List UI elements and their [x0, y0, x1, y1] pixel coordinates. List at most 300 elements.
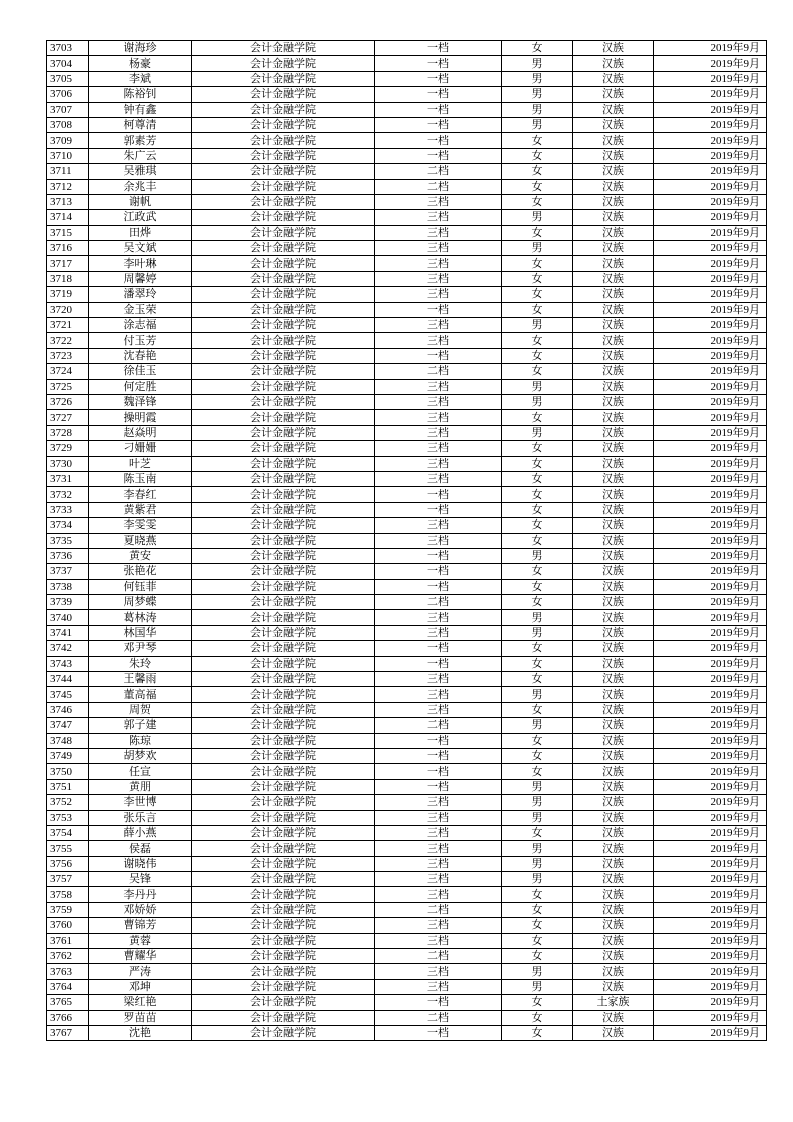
college-cell: 会计金融学院: [192, 656, 375, 671]
table-row: [47, 348, 767, 363]
gender-cell: 女: [502, 348, 573, 363]
table-row: [47, 164, 767, 179]
table-row: [47, 548, 767, 563]
grade-level-cell: 三档: [375, 425, 502, 440]
table-row: [47, 117, 767, 132]
date-cell: 2019年9月: [654, 964, 767, 979]
date-cell: 2019年9月: [654, 533, 767, 548]
serial-number-cell: 3753: [47, 810, 89, 825]
table-row: [47, 764, 767, 779]
name-cell: 董高福: [89, 687, 192, 702]
grade-level-cell: 一档: [375, 995, 502, 1010]
college-cell: 会计金融学院: [192, 856, 375, 871]
grade-level-cell: 一档: [375, 41, 502, 56]
ethnicity-cell: 汉族: [573, 733, 654, 748]
serial-number-cell: 3731: [47, 471, 89, 486]
grade-level-cell: 三档: [375, 625, 502, 640]
grade-level-cell: 三档: [375, 256, 502, 271]
table-row: [47, 779, 767, 794]
name-cell: 徐佳玉: [89, 364, 192, 379]
serial-number-cell: 3703: [47, 41, 89, 56]
college-cell: 会计金融学院: [192, 533, 375, 548]
gender-cell: 男: [502, 241, 573, 256]
gender-cell: 男: [502, 625, 573, 640]
date-cell: 2019年9月: [654, 887, 767, 902]
table-row: [47, 318, 767, 333]
ethnicity-cell: 汉族: [573, 471, 654, 486]
roster-table-body: [47, 41, 767, 1041]
serial-number-cell: 3756: [47, 856, 89, 871]
table-row: [47, 287, 767, 302]
gender-cell: 女: [502, 148, 573, 163]
date-cell: 2019年9月: [654, 656, 767, 671]
serial-number-cell: 3711: [47, 164, 89, 179]
gender-cell: 男: [502, 318, 573, 333]
name-cell: 金玉荣: [89, 302, 192, 317]
date-cell: 2019年9月: [654, 702, 767, 717]
gender-cell: 女: [502, 194, 573, 209]
name-cell: 赵焱明: [89, 425, 192, 440]
gender-cell: 男: [502, 56, 573, 71]
gender-cell: 女: [502, 995, 573, 1010]
name-cell: 王馨雨: [89, 672, 192, 687]
ethnicity-cell: 汉族: [573, 41, 654, 56]
table-row: [47, 825, 767, 840]
table-row: [47, 1026, 767, 1041]
ethnicity-cell: 汉族: [573, 902, 654, 917]
table-row: [47, 133, 767, 148]
ethnicity-cell: 汉族: [573, 548, 654, 563]
name-cell: 梁红艳: [89, 995, 192, 1010]
roster-table: [46, 40, 767, 1041]
ethnicity-cell: 汉族: [573, 779, 654, 794]
table-row: [47, 148, 767, 163]
college-cell: 会计金融学院: [192, 117, 375, 132]
grade-level-cell: 一档: [375, 764, 502, 779]
table-row: [47, 702, 767, 717]
grade-level-cell: 一档: [375, 487, 502, 502]
college-cell: 会计金融学院: [192, 471, 375, 486]
gender-cell: 女: [502, 933, 573, 948]
serial-number-cell: 3718: [47, 271, 89, 286]
serial-number-cell: 3732: [47, 487, 89, 502]
date-cell: 2019年9月: [654, 949, 767, 964]
college-cell: 会计金融学院: [192, 56, 375, 71]
name-cell: 邓娇娇: [89, 902, 192, 917]
table-row: [47, 456, 767, 471]
gender-cell: 女: [502, 487, 573, 502]
grade-level-cell: 三档: [375, 318, 502, 333]
ethnicity-cell: 汉族: [573, 656, 654, 671]
serial-number-cell: 3763: [47, 964, 89, 979]
gender-cell: 女: [502, 502, 573, 517]
college-cell: 会计金融学院: [192, 641, 375, 656]
grade-level-cell: 一档: [375, 71, 502, 86]
grade-level-cell: 三档: [375, 379, 502, 394]
gender-cell: 女: [502, 133, 573, 148]
gender-cell: 女: [502, 564, 573, 579]
serial-number-cell: 3755: [47, 841, 89, 856]
college-cell: 会计金融学院: [192, 841, 375, 856]
serial-number-cell: 3736: [47, 548, 89, 563]
table-row: [47, 579, 767, 594]
gender-cell: 男: [502, 856, 573, 871]
serial-number-cell: 3726: [47, 394, 89, 409]
serial-number-cell: 3738: [47, 579, 89, 594]
name-cell: 曹锦芳: [89, 918, 192, 933]
college-cell: 会计金融学院: [192, 1026, 375, 1041]
ethnicity-cell: 汉族: [573, 410, 654, 425]
college-cell: 会计金融学院: [192, 595, 375, 610]
ethnicity-cell: 汉族: [573, 795, 654, 810]
grade-level-cell: 一档: [375, 641, 502, 656]
name-cell: 潘翠玲: [89, 287, 192, 302]
ethnicity-cell: 汉族: [573, 764, 654, 779]
gender-cell: 男: [502, 87, 573, 102]
grade-level-cell: 一档: [375, 56, 502, 71]
gender-cell: 男: [502, 979, 573, 994]
date-cell: 2019年9月: [654, 733, 767, 748]
serial-number-cell: 3723: [47, 348, 89, 363]
college-cell: 会计金融学院: [192, 102, 375, 117]
name-cell: 薛小燕: [89, 825, 192, 840]
serial-number-cell: 3720: [47, 302, 89, 317]
ethnicity-cell: 汉族: [573, 487, 654, 502]
table-row: [47, 872, 767, 887]
grade-level-cell: 一档: [375, 502, 502, 517]
table-row: [47, 718, 767, 733]
ethnicity-cell: 汉族: [573, 1026, 654, 1041]
grade-level-cell: 三档: [375, 456, 502, 471]
date-cell: 2019年9月: [654, 872, 767, 887]
table-row: [47, 672, 767, 687]
grade-level-cell: 一档: [375, 148, 502, 163]
gender-cell: 女: [502, 179, 573, 194]
serial-number-cell: 3759: [47, 902, 89, 917]
date-cell: 2019年9月: [654, 271, 767, 286]
date-cell: 2019年9月: [654, 256, 767, 271]
serial-number-cell: 3751: [47, 779, 89, 794]
college-cell: 会计金融学院: [192, 887, 375, 902]
name-cell: 李世博: [89, 795, 192, 810]
gender-cell: 女: [502, 918, 573, 933]
grade-level-cell: 三档: [375, 887, 502, 902]
college-cell: 会计金融学院: [192, 241, 375, 256]
name-cell: 操明霞: [89, 410, 192, 425]
serial-number-cell: 3743: [47, 656, 89, 671]
gender-cell: 女: [502, 410, 573, 425]
table-row: [47, 518, 767, 533]
date-cell: 2019年9月: [654, 471, 767, 486]
grade-level-cell: 三档: [375, 333, 502, 348]
table-row: [47, 902, 767, 917]
name-cell: 李斌: [89, 71, 192, 86]
table-row: [47, 887, 767, 902]
serial-number-cell: 3760: [47, 918, 89, 933]
grade-level-cell: 一档: [375, 102, 502, 117]
college-cell: 会计金融学院: [192, 379, 375, 394]
ethnicity-cell: 汉族: [573, 441, 654, 456]
ethnicity-cell: 汉族: [573, 56, 654, 71]
gender-cell: 女: [502, 333, 573, 348]
serial-number-cell: 3721: [47, 318, 89, 333]
name-cell: 吴锋: [89, 872, 192, 887]
date-cell: 2019年9月: [654, 579, 767, 594]
name-cell: 谢帆: [89, 194, 192, 209]
grade-level-cell: 一档: [375, 302, 502, 317]
grade-level-cell: 一档: [375, 87, 502, 102]
college-cell: 会计金融学院: [192, 271, 375, 286]
serial-number-cell: 3730: [47, 456, 89, 471]
name-cell: 沈艳: [89, 1026, 192, 1041]
serial-number-cell: 3735: [47, 533, 89, 548]
college-cell: 会计金融学院: [192, 133, 375, 148]
name-cell: 张艳花: [89, 564, 192, 579]
ethnicity-cell: 汉族: [573, 256, 654, 271]
date-cell: 2019年9月: [654, 564, 767, 579]
ethnicity-cell: 汉族: [573, 225, 654, 240]
college-cell: 会计金融学院: [192, 502, 375, 517]
serial-number-cell: 3754: [47, 825, 89, 840]
gender-cell: 女: [502, 302, 573, 317]
grade-level-cell: 二档: [375, 1010, 502, 1025]
ethnicity-cell: 汉族: [573, 333, 654, 348]
serial-number-cell: 3740: [47, 610, 89, 625]
college-cell: 会计金融学院: [192, 164, 375, 179]
table-row: [47, 595, 767, 610]
gender-cell: 男: [502, 687, 573, 702]
table-row: [47, 41, 767, 56]
grade-level-cell: 三档: [375, 394, 502, 409]
gender-cell: 女: [502, 702, 573, 717]
date-cell: 2019年9月: [654, 364, 767, 379]
college-cell: 会计金融学院: [192, 410, 375, 425]
grade-level-cell: 三档: [375, 271, 502, 286]
gender-cell: 女: [502, 225, 573, 240]
date-cell: 2019年9月: [654, 302, 767, 317]
table-row: [47, 379, 767, 394]
college-cell: 会计金融学院: [192, 995, 375, 1010]
date-cell: 2019年9月: [654, 625, 767, 640]
college-cell: 会计金融学院: [192, 579, 375, 594]
name-cell: 钟有鑫: [89, 102, 192, 117]
serial-number-cell: 3734: [47, 518, 89, 533]
table-row: [47, 995, 767, 1010]
gender-cell: 男: [502, 795, 573, 810]
name-cell: 魏泽锋: [89, 394, 192, 409]
college-cell: 会计金融学院: [192, 872, 375, 887]
name-cell: 吴雅琪: [89, 164, 192, 179]
serial-number-cell: 3725: [47, 379, 89, 394]
table-row: [47, 425, 767, 440]
grade-level-cell: 二档: [375, 595, 502, 610]
serial-number-cell: 3712: [47, 179, 89, 194]
ethnicity-cell: 汉族: [573, 610, 654, 625]
grade-level-cell: 三档: [375, 672, 502, 687]
gender-cell: 男: [502, 102, 573, 117]
date-cell: 2019年9月: [654, 348, 767, 363]
grade-level-cell: 一档: [375, 1026, 502, 1041]
grade-level-cell: 二档: [375, 902, 502, 917]
name-cell: 黄蓉: [89, 933, 192, 948]
college-cell: 会计金融学院: [192, 933, 375, 948]
date-cell: 2019年9月: [654, 1010, 767, 1025]
table-row: [47, 56, 767, 71]
date-cell: 2019年9月: [654, 856, 767, 871]
grade-level-cell: 三档: [375, 225, 502, 240]
name-cell: 谢海珍: [89, 41, 192, 56]
table-row: [47, 471, 767, 486]
college-cell: 会计金融学院: [192, 287, 375, 302]
ethnicity-cell: 汉族: [573, 148, 654, 163]
gender-cell: 女: [502, 949, 573, 964]
date-cell: 2019年9月: [654, 979, 767, 994]
name-cell: 叶芝: [89, 456, 192, 471]
name-cell: 周馨婷: [89, 271, 192, 286]
grade-level-cell: 三档: [375, 410, 502, 425]
gender-cell: 女: [502, 887, 573, 902]
serial-number-cell: 3733: [47, 502, 89, 517]
name-cell: 何钰菲: [89, 579, 192, 594]
serial-number-cell: 3762: [47, 949, 89, 964]
serial-number-cell: 3742: [47, 641, 89, 656]
grade-level-cell: 一档: [375, 548, 502, 563]
college-cell: 会计金融学院: [192, 441, 375, 456]
name-cell: 李叶琳: [89, 256, 192, 271]
name-cell: 黄朋: [89, 779, 192, 794]
date-cell: 2019年9月: [654, 456, 767, 471]
college-cell: 会计金融学院: [192, 425, 375, 440]
gender-cell: 女: [502, 287, 573, 302]
name-cell: 刁姗姗: [89, 441, 192, 456]
date-cell: 2019年9月: [654, 56, 767, 71]
date-cell: 2019年9月: [654, 179, 767, 194]
table-row: [47, 194, 767, 209]
grade-level-cell: 二档: [375, 718, 502, 733]
name-cell: 田烨: [89, 225, 192, 240]
college-cell: 会计金融学院: [192, 610, 375, 625]
table-row: [47, 225, 767, 240]
gender-cell: 女: [502, 748, 573, 763]
grade-level-cell: 一档: [375, 133, 502, 148]
college-cell: 会计金融学院: [192, 348, 375, 363]
ethnicity-cell: 汉族: [573, 533, 654, 548]
ethnicity-cell: 汉族: [573, 810, 654, 825]
date-cell: 2019年9月: [654, 779, 767, 794]
college-cell: 会计金融学院: [192, 795, 375, 810]
date-cell: 2019年9月: [654, 241, 767, 256]
college-cell: 会计金融学院: [192, 810, 375, 825]
date-cell: 2019年9月: [654, 410, 767, 425]
date-cell: 2019年9月: [654, 748, 767, 763]
name-cell: 杨豪: [89, 56, 192, 71]
table-row: [47, 394, 767, 409]
date-cell: 2019年9月: [654, 518, 767, 533]
gender-cell: 女: [502, 733, 573, 748]
serial-number-cell: 3750: [47, 764, 89, 779]
date-cell: 2019年9月: [654, 394, 767, 409]
gender-cell: 女: [502, 902, 573, 917]
table-row: [47, 302, 767, 317]
ethnicity-cell: 汉族: [573, 364, 654, 379]
date-cell: 2019年9月: [654, 718, 767, 733]
grade-level-cell: 三档: [375, 702, 502, 717]
name-cell: 黄安: [89, 548, 192, 563]
ethnicity-cell: 汉族: [573, 271, 654, 286]
ethnicity-cell: 汉族: [573, 71, 654, 86]
ethnicity-cell: 汉族: [573, 672, 654, 687]
ethnicity-cell: 汉族: [573, 210, 654, 225]
gender-cell: 女: [502, 456, 573, 471]
gender-cell: 女: [502, 595, 573, 610]
college-cell: 会计金融学院: [192, 564, 375, 579]
serial-number-cell: 3716: [47, 241, 89, 256]
ethnicity-cell: 汉族: [573, 425, 654, 440]
gender-cell: 女: [502, 579, 573, 594]
date-cell: 2019年9月: [654, 333, 767, 348]
ethnicity-cell: 汉族: [573, 887, 654, 902]
table-row: [47, 210, 767, 225]
table-row: [47, 687, 767, 702]
date-cell: 2019年9月: [654, 1026, 767, 1041]
college-cell: 会计金融学院: [192, 41, 375, 56]
table-row: [47, 441, 767, 456]
gender-cell: 女: [502, 164, 573, 179]
ethnicity-cell: 土家族: [573, 995, 654, 1010]
college-cell: 会计金融学院: [192, 949, 375, 964]
gender-cell: 男: [502, 71, 573, 86]
ethnicity-cell: 汉族: [573, 502, 654, 517]
ethnicity-cell: 汉族: [573, 748, 654, 763]
date-cell: 2019年9月: [654, 841, 767, 856]
ethnicity-cell: 汉族: [573, 394, 654, 409]
table-row: [47, 241, 767, 256]
serial-number-cell: 3704: [47, 56, 89, 71]
serial-number-cell: 3719: [47, 287, 89, 302]
ethnicity-cell: 汉族: [573, 687, 654, 702]
table-row: [47, 949, 767, 964]
date-cell: 2019年9月: [654, 641, 767, 656]
serial-number-cell: 3757: [47, 872, 89, 887]
ethnicity-cell: 汉族: [573, 872, 654, 887]
ethnicity-cell: 汉族: [573, 133, 654, 148]
serial-number-cell: 3764: [47, 979, 89, 994]
grade-level-cell: 二档: [375, 949, 502, 964]
table-row: [47, 1010, 767, 1025]
ethnicity-cell: 汉族: [573, 825, 654, 840]
college-cell: 会计金融学院: [192, 210, 375, 225]
college-cell: 会计金融学院: [192, 733, 375, 748]
table-row: [47, 810, 767, 825]
ethnicity-cell: 汉族: [573, 949, 654, 964]
grade-level-cell: 三档: [375, 687, 502, 702]
college-cell: 会计金融学院: [192, 87, 375, 102]
college-cell: 会计金融学院: [192, 718, 375, 733]
college-cell: 会计金融学院: [192, 364, 375, 379]
grade-level-cell: 一档: [375, 564, 502, 579]
grade-level-cell: 三档: [375, 210, 502, 225]
date-cell: 2019年9月: [654, 672, 767, 687]
table-row: [47, 410, 767, 425]
table-row: [47, 333, 767, 348]
gender-cell: 男: [502, 841, 573, 856]
date-cell: 2019年9月: [654, 318, 767, 333]
ethnicity-cell: 汉族: [573, 87, 654, 102]
table-row: [47, 271, 767, 286]
serial-number-cell: 3727: [47, 410, 89, 425]
name-cell: 李春红: [89, 487, 192, 502]
college-cell: 会计金融学院: [192, 394, 375, 409]
